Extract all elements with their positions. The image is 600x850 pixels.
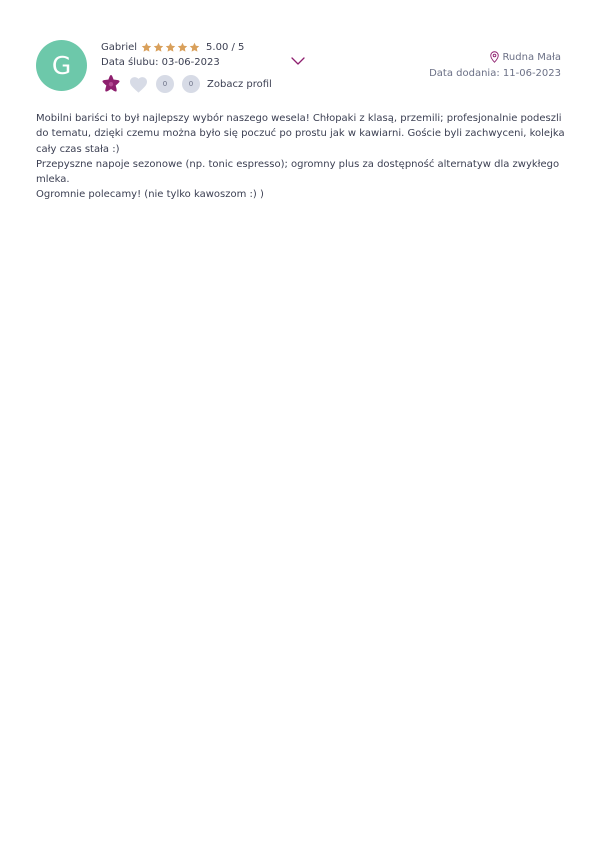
review-body <box>36 111 566 203</box>
like-button[interactable] <box>128 74 148 94</box>
review-meta <box>429 50 561 80</box>
review-paragraph: Ogromnie polecamy! (nie tylko kawoszom :) ) <box>36 189 264 201</box>
rating-stars <box>141 42 201 53</box>
star-icon <box>177 42 188 53</box>
rating-text: 5.00 / 5 <box>206 41 245 53</box>
favorite-button[interactable] <box>101 74 121 94</box>
star-icon <box>189 42 200 53</box>
star-icon <box>153 42 164 53</box>
added-date: Data dodania: 11-06-2023 <box>429 68 561 79</box>
expand-button[interactable] <box>290 52 306 64</box>
star-icon <box>141 42 152 53</box>
location <box>429 50 561 64</box>
star-icon <box>165 42 176 53</box>
wedding-date: Data ślubu: 03-06-2023 <box>101 57 220 68</box>
avatar: G <box>36 40 87 91</box>
chevron-down-icon <box>290 55 306 67</box>
review-paragraph: Przepyszne napoje sezonowe (np. tonic espresso); ogromny plus za dostępność alternatyw dla zwykłego mleka. <box>36 158 560 186</box>
review-paragraph: Mobilni bariści to był najlepszy wybór naszego wesela! Chłopaki z klasą, przemili; profesjonalnie podeszli do tematu, dzięki czemu można było się poczuć po prostu jak w kawiarni. Goście byli zachwyceni, kolejka cały czas stała :) <box>36 113 565 155</box>
flower-star-icon <box>101 74 121 94</box>
heart-icon <box>129 76 148 93</box>
review-header <box>101 40 341 94</box>
location-name: Rudna Mała <box>502 51 561 63</box>
author-name: Gabriel <box>101 41 138 53</box>
review-actions <box>101 74 341 94</box>
comments-count: 0 <box>182 75 200 93</box>
view-profile-link[interactable]: Zobacz profil <box>207 78 272 90</box>
map-pin-icon <box>490 51 499 63</box>
likes-count: 0 <box>156 75 174 93</box>
